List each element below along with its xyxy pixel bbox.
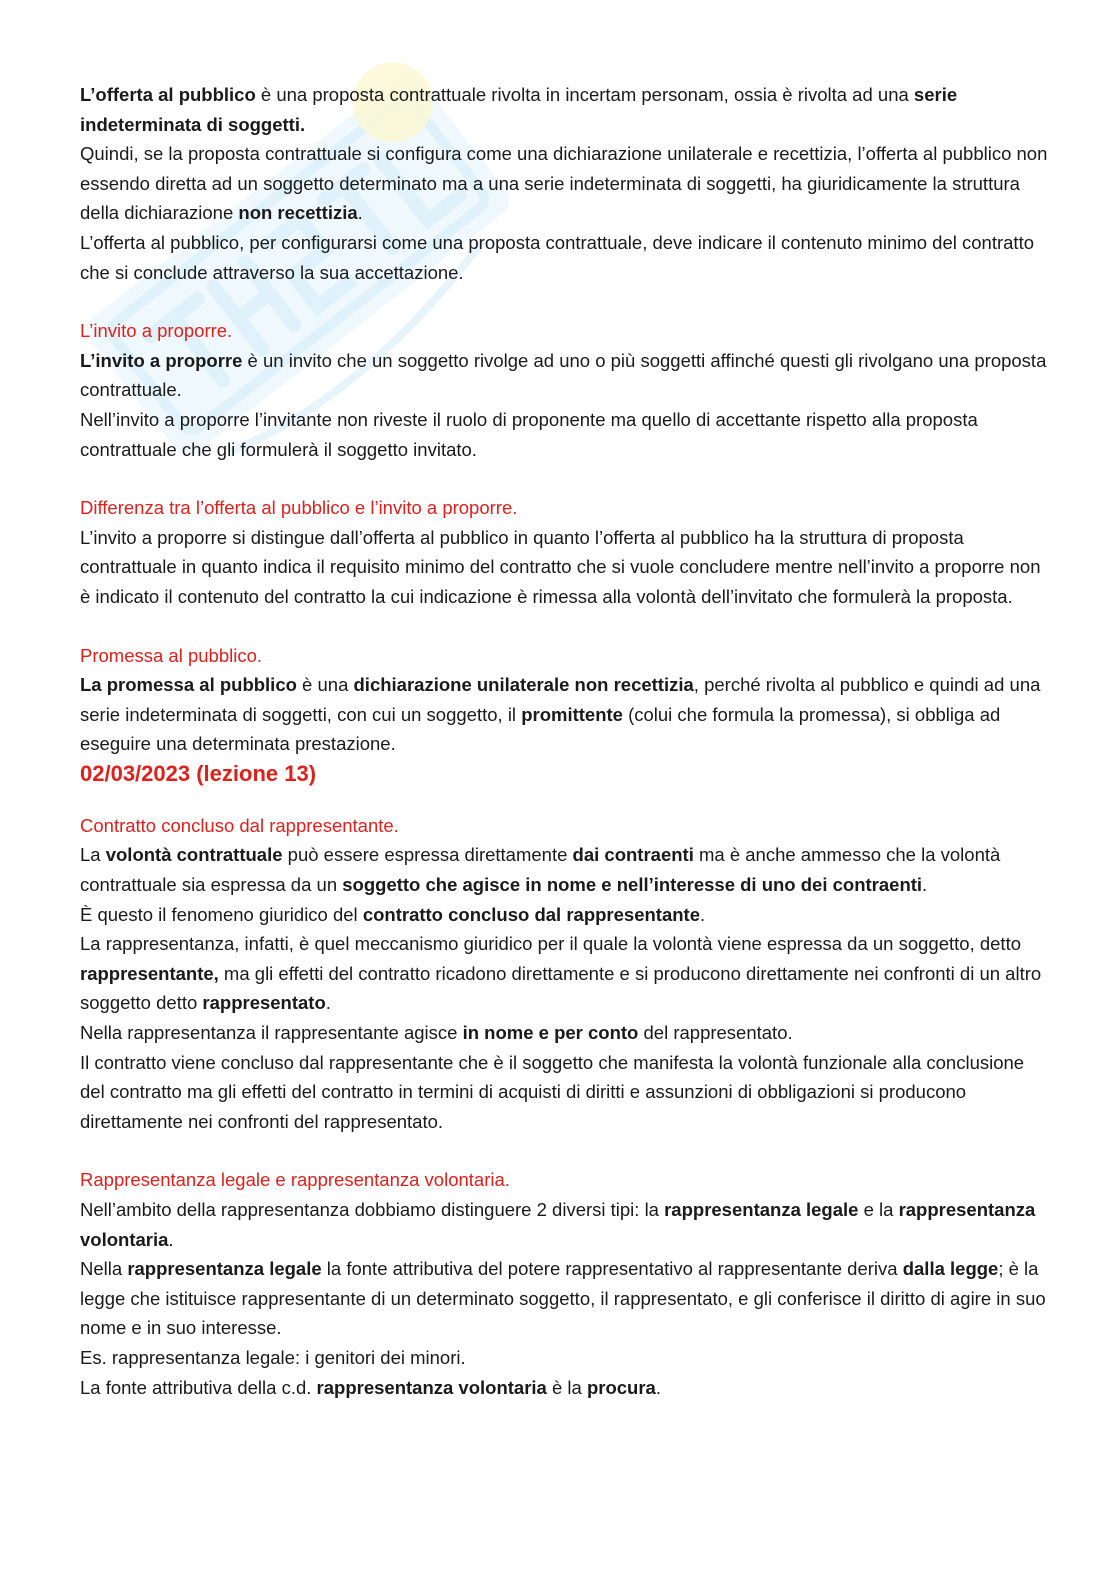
- section-heading: Differenza tra l’offerta al pubblico e l’invito a proporre.: [80, 497, 518, 519]
- paragraph: [80, 840, 1050, 899]
- text-run: ; è la legge che istituisce rappresentante di un determinato soggetto, il rappresentato, e gli conferisce il diritto di agire in suo nome e in suo interesse.: [80, 1258, 1046, 1339]
- bold-term: in nome e per conto: [462, 1022, 639, 1044]
- paragraph: Nell’invito a proporre l’invitante non riveste il ruolo di proponente ma quello di accettante rispetto alla proposta contrattuale che gli formulerà il soggetto invitato.: [80, 408, 978, 460]
- text-run: (colui che formula la promessa), si obbliga ad eseguire una determinata prestazione.: [80, 703, 1001, 755]
- bold-term: serie indeterminata di soggetti.: [80, 84, 958, 135]
- paragraph: [80, 346, 1050, 405]
- text-run: .: [168, 1228, 174, 1250]
- bold-term: non recettizia: [238, 202, 358, 224]
- bold-term: rappresentanza legale: [664, 1199, 859, 1220]
- paragraph: [80, 1018, 1050, 1048]
- text-run: Quindi, se la proposta contrattuale si configura come una dichiarazione unilaterale e recettizia, l’offerta al pubblico non essendo diretta ad un soggetto determinato ma a una serie indeterminata di soggetti, ha giuridicamente la struttura della dichiarazione: [80, 143, 1048, 224]
- text-run: .: [700, 903, 706, 925]
- bold-term: volontà contrattuale: [105, 844, 283, 866]
- text-run: la fonte attributiva del potere rappresentativo al rappresentante deriva: [321, 1258, 903, 1280]
- text-run: può essere espressa direttamente: [282, 844, 573, 866]
- section-heading: L’invito a proporre.: [80, 320, 233, 342]
- text-run: .: [922, 874, 928, 896]
- paragraph: L’offerta al pubblico, per configurarsi come una proposta contrattuale, deve indicare il contenuto minimo del contratto che si conclude attraverso la sua accettazione.: [80, 231, 1034, 283]
- bold-term: rappresentanza volontaria: [80, 1199, 1036, 1250]
- section-heading: Rappresentanza legale e rappresentanza volontaria.: [80, 1169, 510, 1191]
- text-run: È questo il fenomeno giuridico del: [80, 903, 363, 925]
- section-heading: Promessa al pubblico.: [80, 644, 263, 666]
- bold-term: rappresentanza volontaria: [316, 1376, 547, 1398]
- text-run: e la: [858, 1199, 899, 1220]
- text-run: La rappresentanza, infatti, è quel meccanismo giuridico per il quale la volontà viene espressa da un soggetto, detto: [80, 933, 1021, 955]
- text-run: ma gli effetti del contratto ricadono direttamente e si producono direttamente nei confronti di un altro soggetto detto: [80, 962, 1042, 1014]
- text-run: del rappresentato.: [638, 1022, 793, 1044]
- bold-term: L’offerta al pubblico: [80, 84, 256, 105]
- document-body: [80, 80, 1050, 1402]
- bold-term: rappresentanza legale: [127, 1258, 322, 1280]
- text-run: .: [655, 1376, 661, 1398]
- bold-term: promittente: [521, 703, 623, 725]
- bold-term: La promessa al pubblico: [80, 674, 297, 696]
- bold-term: dichiarazione unilaterale non recettizia: [353, 674, 694, 696]
- bold-term: dai contraenti: [572, 844, 694, 866]
- bold-term: L’invito a proporre: [80, 349, 243, 371]
- text-run: Nell’ambito della rappresentanza dobbiamo distinguere 2 diversi tipi: la: [80, 1199, 665, 1220]
- bold-term: soggetto che agisce in nome e nell’interesse di uno dei contraenti: [342, 874, 923, 896]
- text-run: è un invito che un soggetto rivolge ad uno o più soggetti affinché questi gli rivolgano una proposta contrattuale.: [80, 349, 1047, 401]
- bold-term: rappresentato: [202, 992, 326, 1014]
- text-run: Nella rappresentanza il rappresentante agisce: [80, 1022, 463, 1044]
- bold-term: dalla legge: [902, 1258, 999, 1280]
- text-run: è una: [296, 674, 354, 696]
- text-run: Nella: [80, 1258, 128, 1280]
- paragraph: [80, 139, 1050, 228]
- text-run: La fonte attributiva della c.d.: [80, 1376, 317, 1398]
- section-heading: Contratto concluso dal rappresentante.: [80, 814, 399, 836]
- text-run: ma è anche ammesso che la volontà contrattuale sia espressa da un: [80, 844, 1001, 896]
- text-run: La: [80, 844, 106, 866]
- text-run: è la: [546, 1376, 587, 1398]
- paragraph: [80, 1254, 1050, 1343]
- paragraph: L’invito a proporre si distingue dall’offerta al pubblico in quanto l’offerta al pubblico ha la struttura di proposta contrattuale in quanto indica il requisito minimo del contratto che si vuole concludere mentre nell’invito a proporre non è indicato il contenuto del contratto la cui indicazione è rimessa alla volontà dell’invitato che formulerà la proposta.: [80, 526, 1041, 607]
- paragraph: [80, 80, 1050, 139]
- text-run: .: [325, 992, 331, 1014]
- bold-term: rappresentante,: [80, 962, 219, 984]
- text-run: .: [357, 202, 363, 224]
- paragraph: [80, 1195, 1050, 1254]
- paragraph: [80, 900, 1050, 930]
- bold-term: contratto concluso dal rappresentante: [362, 903, 700, 925]
- text-run: è una proposta contrattuale rivolta in incertam personam, ossia è rivolta ad una: [255, 84, 914, 105]
- paragraph: [80, 929, 1050, 1018]
- text-run: , perché rivolta al pubblico e quindi ad una serie indeterminata di soggetti, con cui un soggetto, il: [80, 674, 1041, 725]
- paragraph: [80, 670, 1050, 759]
- bold-term: procura: [586, 1376, 656, 1398]
- paragraph: [80, 1373, 1050, 1403]
- paragraph: Es. rappresentanza legale: i genitori dei minori.: [80, 1346, 466, 1368]
- lesson-date-heading: 02/03/2023 (lezione 13): [80, 760, 317, 786]
- paragraph: Il contratto viene concluso dal rappresentante che è il soggetto che manifesta la volontà funzionale alla conclusione del contratto ma gli effetti del contratto in termini di acquisti di diritti e assunzioni di obbligazioni si producono direttamente nei confronti del rappresentato.: [80, 1051, 1025, 1132]
